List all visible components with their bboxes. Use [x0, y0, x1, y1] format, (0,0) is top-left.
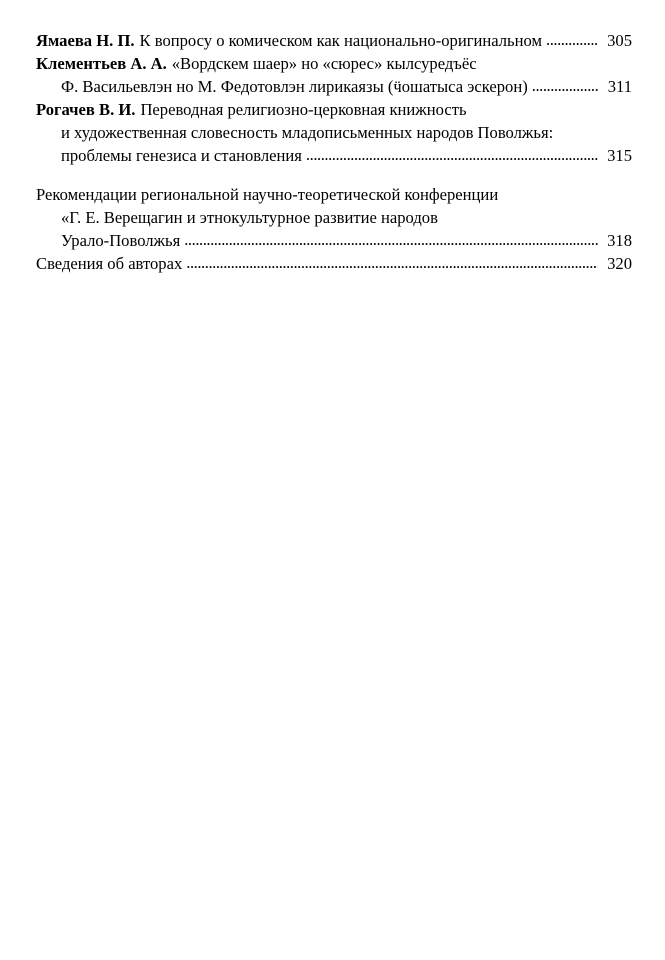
toc-title: К вопросу о комическом как национально-оригинальном: [139, 31, 542, 50]
toc-entry: [36, 29, 632, 52]
toc-line: [36, 144, 632, 167]
toc-page-number: 311: [607, 77, 632, 96]
toc-line: [36, 98, 632, 121]
toc-title: Сведения об авторах: [36, 254, 183, 273]
dot-leader: [184, 228, 598, 251]
toc-line: [36, 206, 632, 229]
toc-page-number: 320: [607, 254, 632, 273]
toc-line: [36, 52, 632, 75]
toc-line: [36, 75, 632, 98]
toc-entry: [36, 183, 632, 252]
toc-entry: [36, 98, 632, 167]
toc-title-continued: Урало-Поволжья: [61, 231, 181, 250]
toc-page-number: 318: [607, 231, 632, 250]
toc-author: Рогачев В. И.: [36, 100, 136, 119]
dot-leader: [532, 74, 598, 97]
toc-author: Ямаева Н. П.: [36, 31, 135, 50]
toc-entry: [36, 252, 632, 275]
toc-line: [36, 252, 632, 275]
toc-page-number: 305: [607, 31, 632, 50]
toc-line: [36, 183, 632, 206]
toc-title-continued: и художественная словесность младописьменных народов Поволжья:: [61, 123, 554, 142]
toc-title-continued: проблемы генезиса и становления: [61, 146, 302, 165]
dot-leader: [186, 251, 598, 274]
toc-title-continued: «Г. Е. Верещагин и этнокультурное развитие народов: [61, 208, 438, 227]
table-of-contents: [36, 29, 632, 275]
toc-page-number: 315: [607, 146, 632, 165]
dot-leader: [546, 28, 598, 51]
toc-title: «Вордскем шаер» но «сюрес» кылсуредъёс: [171, 54, 477, 73]
toc-line: [36, 229, 632, 252]
toc-line: [36, 29, 632, 52]
toc-title: Рекомендации региональной научно-теоретической конференции: [36, 185, 499, 204]
toc-author: Клементьев А. А.: [36, 54, 167, 73]
toc-title-continued: Ф. Васильевлэн но М. Федотовлэн лирикаязы (ӵошатыса эскерон): [61, 77, 528, 96]
dot-leader: [306, 143, 598, 166]
toc-title: Переводная религиозно-церковная книжность: [140, 100, 467, 119]
toc-entry: [36, 52, 632, 98]
toc-line: [36, 121, 632, 144]
